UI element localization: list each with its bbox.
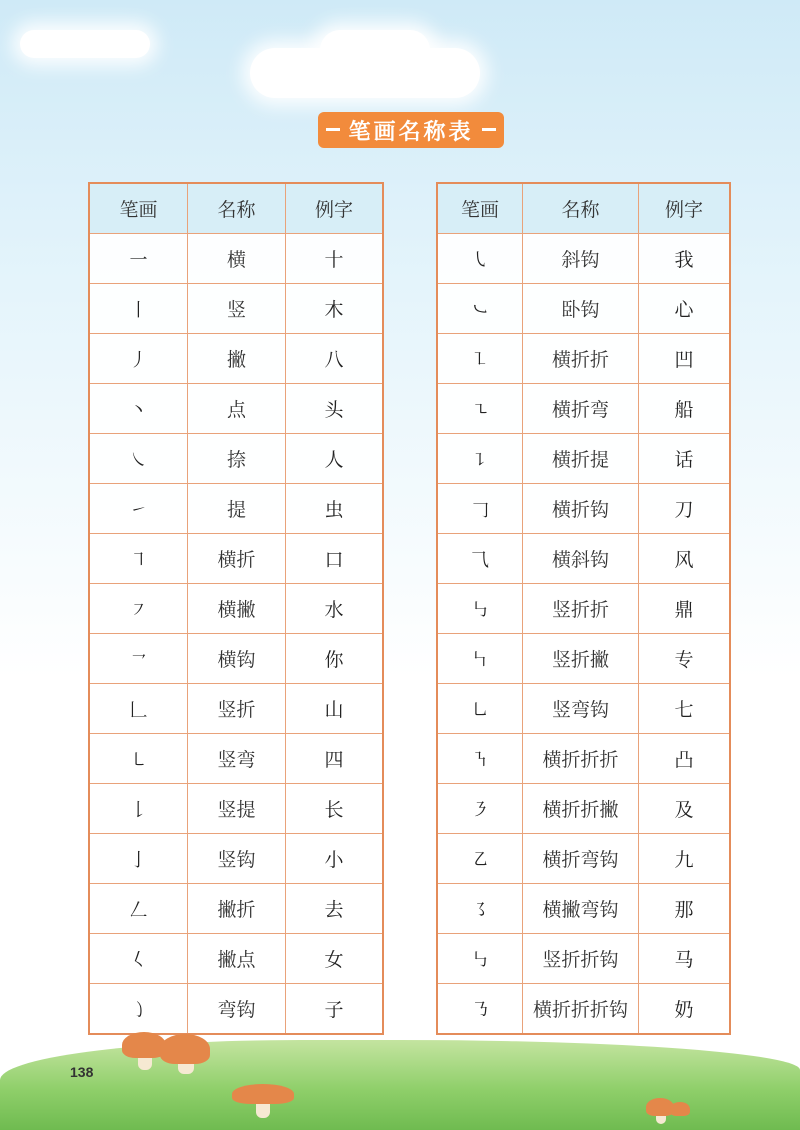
stroke-cell: ㇉ xyxy=(437,584,523,634)
example-character-cell: 凹 xyxy=(639,334,731,384)
example-character-cell: 小 xyxy=(286,834,384,884)
example-character-cell: 刀 xyxy=(639,484,731,534)
example-character-cell: 头 xyxy=(286,384,384,434)
table-row xyxy=(437,434,730,484)
table-row xyxy=(437,884,730,934)
table-row xyxy=(89,484,383,534)
stroke-cell: ㇌ xyxy=(437,884,523,934)
stroke-cell: ㇂ xyxy=(437,234,523,284)
table-row xyxy=(89,434,383,484)
stroke-name-cell: 横撇弯钩 xyxy=(523,884,639,934)
example-character-cell: 鼎 xyxy=(639,584,731,634)
table-row xyxy=(437,534,730,584)
example-character-cell: 及 xyxy=(639,784,731,834)
stroke-cell: ㇋ xyxy=(437,784,523,834)
stroke-name-cell: 提 xyxy=(188,484,286,534)
example-character-cell: 木 xyxy=(286,284,384,334)
page-number: 138 xyxy=(70,1064,94,1080)
stroke-name-cell: 横折折折钩 xyxy=(523,984,639,1035)
example-character-cell: 心 xyxy=(639,284,731,334)
example-character-cell: 虫 xyxy=(286,484,384,534)
cloud-decoration xyxy=(20,30,150,58)
stroke-name-cell: 撇点 xyxy=(188,934,286,984)
stroke-cell: 丶 xyxy=(89,384,188,434)
example-character-cell: 马 xyxy=(639,934,731,984)
header-name: 名称 xyxy=(523,183,639,234)
example-character-cell: 长 xyxy=(286,784,384,834)
table-row xyxy=(437,634,730,684)
example-character-cell: 七 xyxy=(639,684,731,734)
table-header-row xyxy=(89,183,383,234)
table-row xyxy=(89,784,383,834)
table-row xyxy=(89,884,383,934)
header-stroke: 笔画 xyxy=(89,183,188,234)
table-row xyxy=(437,734,730,784)
example-character-cell: 水 xyxy=(286,584,384,634)
table-row xyxy=(89,934,383,984)
stroke-cell: 丨 xyxy=(89,284,188,334)
table-header-row xyxy=(437,183,730,234)
example-character-cell: 口 xyxy=(286,534,384,584)
stroke-cell: ㇖ xyxy=(89,634,188,684)
stroke-cell: 𠄌 xyxy=(89,784,188,834)
stroke-cell: ㇇ xyxy=(89,584,188,634)
header-stroke: 笔画 xyxy=(437,183,523,234)
stroke-name-cell: 弯钩 xyxy=(188,984,286,1035)
stroke-cell: ㇞ xyxy=(437,634,523,684)
table-row xyxy=(89,684,383,734)
table-row xyxy=(89,284,383,334)
table-row xyxy=(437,684,730,734)
stroke-cell: ㇎ xyxy=(437,734,523,784)
example-character-cell: 九 xyxy=(639,834,731,884)
example-character-cell: 八 xyxy=(286,334,384,384)
stroke-cell: ㇁ xyxy=(89,984,188,1035)
stroke-name-cell: 横斜钩 xyxy=(523,534,639,584)
stroke-name-cell: 撇 xyxy=(188,334,286,384)
example-character-cell: 去 xyxy=(286,884,384,934)
table-row xyxy=(89,384,383,434)
mushroom-decoration xyxy=(160,1034,210,1064)
stroke-cell: 𡿨 xyxy=(89,934,188,984)
stroke-cell: 丿 xyxy=(89,334,188,384)
stroke-name-cell: 横折 xyxy=(188,534,286,584)
example-character-cell: 四 xyxy=(286,734,384,784)
table-row xyxy=(89,734,383,784)
header-name: 名称 xyxy=(188,183,286,234)
example-character-cell: 人 xyxy=(286,434,384,484)
stroke-cell: ㇠ xyxy=(437,834,523,884)
table-row xyxy=(437,234,730,284)
example-character-cell: 十 xyxy=(286,234,384,284)
stroke-name-cell: 竖提 xyxy=(188,784,286,834)
example-character-cell: 那 xyxy=(639,884,731,934)
stroke-cell: 𠃋 xyxy=(89,884,188,934)
stroke-cell: ㇕ xyxy=(89,534,188,584)
table-row xyxy=(437,584,730,634)
stroke-cell: ㇏ xyxy=(89,434,188,484)
table-row xyxy=(437,834,730,884)
stroke-cell: ㇄ xyxy=(89,734,188,784)
stroke-name-cell: 横折折 xyxy=(523,334,639,384)
stroke-name-cell: 横折折撇 xyxy=(523,784,639,834)
table-row xyxy=(437,384,730,434)
stroke-cell: ㇀ xyxy=(89,484,188,534)
table-row xyxy=(437,784,730,834)
table-row xyxy=(89,834,383,884)
example-character-cell: 话 xyxy=(639,434,731,484)
stroke-name-cell: 竖弯 xyxy=(188,734,286,784)
mushroom-decoration xyxy=(232,1084,294,1104)
stroke-cell: ㇍ xyxy=(437,384,523,434)
example-character-cell: 凸 xyxy=(639,734,731,784)
stroke-cell: 𠃊 xyxy=(89,684,188,734)
stroke-name-cell: 竖折 xyxy=(188,684,286,734)
example-character-cell: 风 xyxy=(639,534,731,584)
example-character-cell: 奶 xyxy=(639,984,731,1035)
stroke-name-cell: 横折折折 xyxy=(523,734,639,784)
stroke-name-cell: 卧钩 xyxy=(523,284,639,334)
table-row xyxy=(89,634,383,684)
example-character-cell: 船 xyxy=(639,384,731,434)
page-title xyxy=(318,112,504,148)
table-row xyxy=(437,284,730,334)
stroke-cell: ㇡ xyxy=(437,984,523,1035)
stroke-name-cell: 竖 xyxy=(188,284,286,334)
stroke-cell: ㇅ xyxy=(437,334,523,384)
example-character-cell: 你 xyxy=(286,634,384,684)
table-row xyxy=(89,984,383,1035)
stroke-name-cell: 竖折折钩 xyxy=(523,934,639,984)
stroke-cell: 一 xyxy=(89,234,188,284)
stroke-name-cell: 横 xyxy=(188,234,286,284)
table-row xyxy=(89,334,383,384)
stroke-name-cell: 竖折撇 xyxy=(523,634,639,684)
stroke-cell: 亅 xyxy=(89,834,188,884)
stroke-name-cell: 点 xyxy=(188,384,286,434)
table-row xyxy=(437,484,730,534)
table-row xyxy=(89,584,383,634)
stroke-name-cell: 竖弯钩 xyxy=(523,684,639,734)
cloud-decoration xyxy=(320,30,430,70)
table-row xyxy=(89,234,383,284)
table-row xyxy=(437,934,730,984)
stroke-name-cell: 斜钩 xyxy=(523,234,639,284)
stroke-name-cell: 横折钩 xyxy=(523,484,639,534)
page-title-text: 笔画名称表 xyxy=(348,119,474,145)
table-row xyxy=(437,334,730,384)
table-row xyxy=(89,534,383,584)
stroke-cell: ㇃ xyxy=(437,284,523,334)
header-example: 例字 xyxy=(286,183,384,234)
example-character-cell: 女 xyxy=(286,934,384,984)
grass-ground-decoration xyxy=(0,1040,800,1130)
stroke-table-right xyxy=(436,182,731,1035)
stroke-name-cell: 横折弯 xyxy=(523,384,639,434)
header-example: 例字 xyxy=(639,183,731,234)
stroke-cell: ㇉ xyxy=(437,934,523,984)
stroke-cell: ⺄ xyxy=(437,534,523,584)
stroke-name-cell: 横折提 xyxy=(523,434,639,484)
stroke-name-cell: 横撇 xyxy=(188,584,286,634)
stroke-table-left xyxy=(88,182,384,1035)
stroke-name-cell: 横折弯钩 xyxy=(523,834,639,884)
stroke-cell: ㇟ xyxy=(437,684,523,734)
stroke-name-cell: 捺 xyxy=(188,434,286,484)
stroke-name-cell: 竖折折 xyxy=(523,584,639,634)
stroke-cell: ㇊ xyxy=(437,434,523,484)
stroke-cell: 𠃌 xyxy=(437,484,523,534)
stroke-name-cell: 撇折 xyxy=(188,884,286,934)
stroke-name-cell: 竖钩 xyxy=(188,834,286,884)
example-character-cell: 子 xyxy=(286,984,384,1035)
mushroom-decoration xyxy=(670,1102,690,1116)
example-character-cell: 山 xyxy=(286,684,384,734)
example-character-cell: 我 xyxy=(639,234,731,284)
table-row xyxy=(437,984,730,1035)
stroke-name-cell: 横钩 xyxy=(188,634,286,684)
example-character-cell: 专 xyxy=(639,634,731,684)
